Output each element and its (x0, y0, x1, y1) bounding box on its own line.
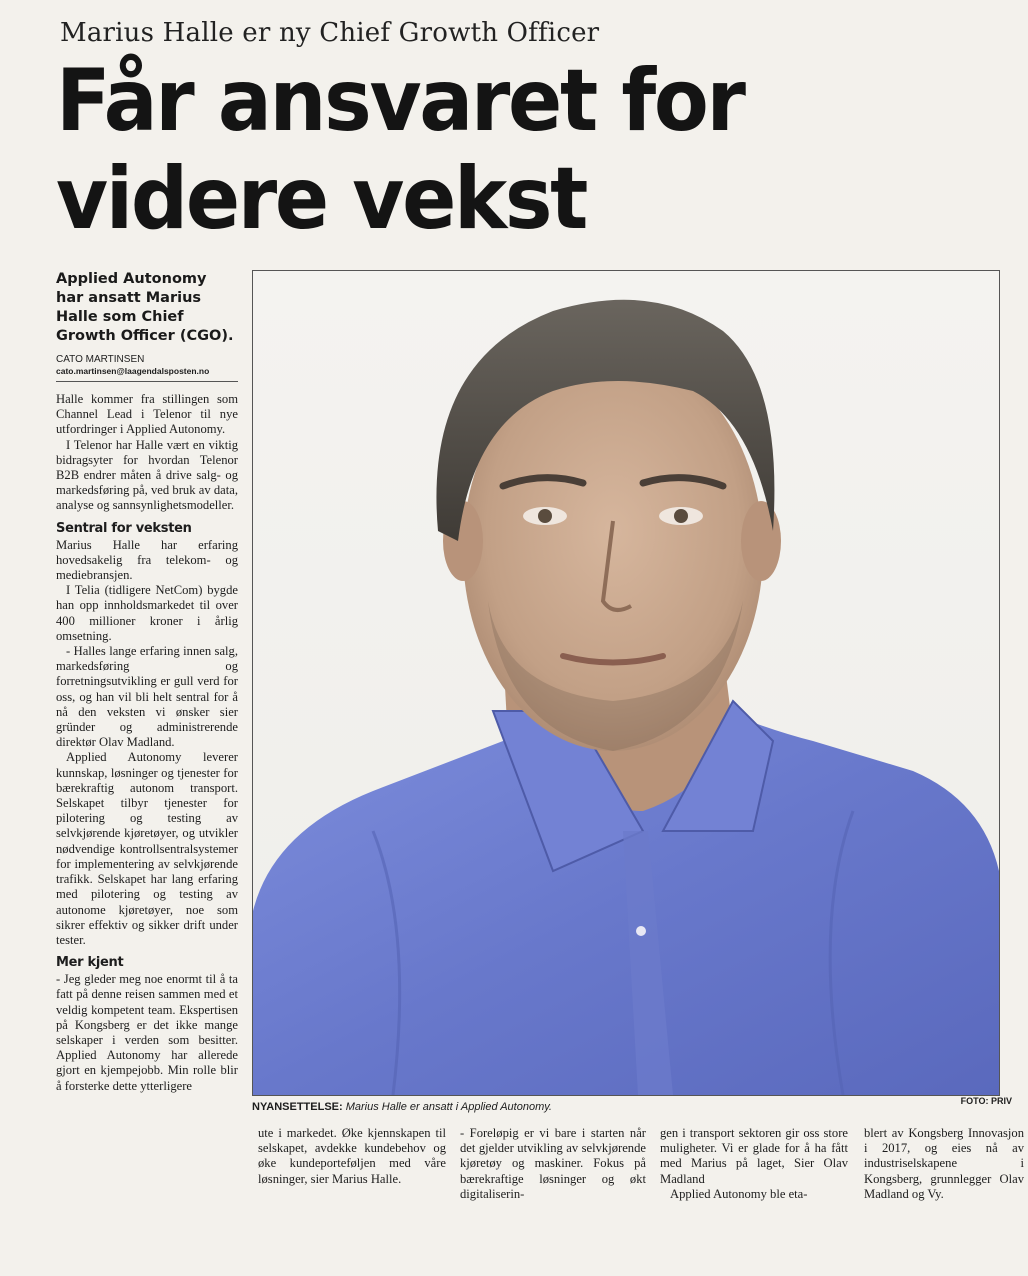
body-paragraph: gen i transport sektoren gir oss store muligheter. Vi er glade for å ha fått med Marius på laget, Sier Olav Madland (660, 1126, 848, 1186)
body-paragraph: - Halles lange erfaring innen salg, markedsføring og forretningsutvikling er gull verd for oss, og han vil bli helt sentral for å nå den veksten vi ønsker sier gründer og administrerende direktør Olav Madland. (56, 644, 238, 750)
byline-name: CATO MARTINSEN (56, 354, 145, 365)
bottom-column-2 (460, 1126, 646, 1202)
subheading: Sentral for veksten (56, 520, 192, 536)
article-kicker: Marius Halle er ny Chief Growth Officer (60, 18, 600, 48)
body-paragraph: Applied Autonomy leverer kunnskap, løsninger og tjenester for bærekraftig autonom transport. Selskapet tilbyr tjenester for pilotering og testing av selvkjørende kjøretøyer, og utvikler nødvendige kontrollsentralsystemer for implementering av selvkjørende trafikk. Selskapet har lang erfaring med pilotering og testing av autonome kjøretøyer, noe som sikrer effektiv og sikker drift under tester. (56, 750, 238, 947)
bottom-column-3 (660, 1126, 848, 1202)
byline-email: cato.martinsen@laagendalsposten.no (56, 366, 238, 382)
headline-line-1: Får ansvaret for (56, 51, 744, 151)
caption-label: NYANSETTELSE: (252, 1101, 343, 1113)
subheading: Mer kjent (56, 955, 124, 971)
body-paragraph: Halle kommer fra stillingen som Channel Lead i Telenor til nye utfordringer i Applied Autonomy. (56, 392, 238, 437)
body-paragraph: - Foreløpig er vi bare i starten når det gjelder utvikling av selvkjørende kjøretøy og maskiner. Fokus på bærekraftige løsninger og økt digitaliserin- (460, 1126, 646, 1201)
body-paragraph: Marius Halle har erfaring hovedsakelig fra telekom- og mediebransjen. (56, 537, 238, 583)
article-headline (56, 52, 956, 248)
body-paragraph: - Jeg gleder meg noe enormt til å ta fatt på denne reisen sammen med et veldig kompetent team. Ekspertisen på Kongsberg er det ikke mange selskaper i verden som besitter. Applied Autonomy har allerede gjort en kjempejobb. Min rolle blir å forsterke dette ytterligere (56, 972, 238, 1093)
photo-credit: FOTO: PRIV (960, 1096, 1012, 1106)
portrait-photo (252, 270, 1000, 1096)
body-paragraph: I Telenor har Halle vært en viktig bidragsyter for hvordan Telenor B2B endrer måten å drive salg- og markedsføring på, ved bruk av data, analyse og sannsynlighetsmodeller. (56, 437, 238, 513)
caption-text: Marius Halle er ansatt i Applied Autonomy. (345, 1101, 552, 1113)
article-ingress: Applied Autonomy har ansatt Marius Halle som Chief Growth Officer (CGO). (56, 271, 234, 344)
body-paragraph: I Telia (tidligere NetCom) bygde han opp innholdsmarkedet til over 400 millioner kroner i årlig omsetning. (56, 583, 238, 643)
left-text-column (56, 270, 238, 1094)
bottom-column-4 (864, 1126, 1024, 1202)
headline-line-2: videre vekst (56, 149, 587, 249)
portrait-illustration (253, 271, 999, 1095)
bottom-column-1 (258, 1126, 446, 1187)
body-paragraph: ute i markedet. Øke kjennskapen til selskapet, avdekke kundebehov og øke kundeporteføljen med våre løsninger, sier Marius Halle. (258, 1126, 446, 1186)
body-paragraph: blert av Kongsberg Innovasjon i 2017, og eies nå av industriselskapene i Kongsberg, grunnlegger Olav Madland og Vy. (864, 1126, 1024, 1201)
body-paragraph: Applied Autonomy ble eta- (670, 1186, 808, 1201)
photo-caption (252, 1096, 1012, 1114)
